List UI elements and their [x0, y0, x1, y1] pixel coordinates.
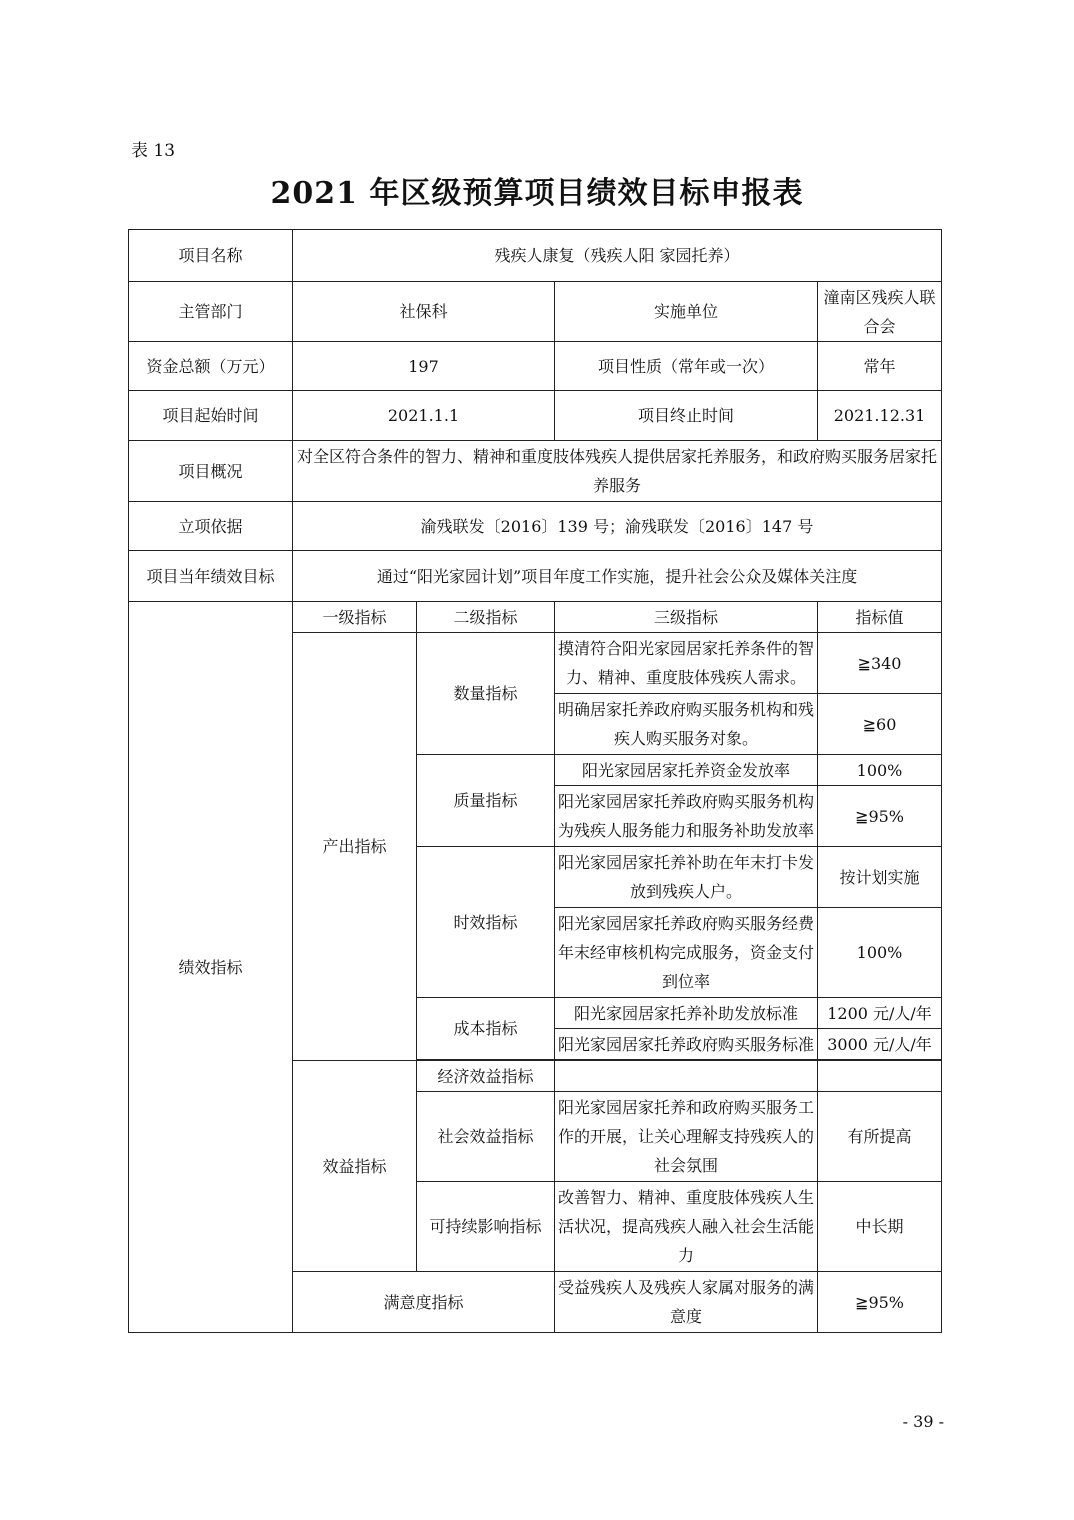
table-row [129, 282, 942, 342]
quality-indicator-label: 质量指标 [417, 755, 555, 847]
overview-label: 项目概况 [129, 441, 293, 502]
page-number: - 39 - [902, 1412, 944, 1431]
indicator-value: 100% [818, 755, 942, 786]
header-level2: 二级指标 [417, 602, 555, 633]
level3-cell: 阳光家园居家托养政府购买服务机构为残疾人服务能力和服务补助发放率 [555, 786, 818, 847]
indicator-value: ≧95% [818, 1272, 942, 1333]
timeliness-indicator-label: 时效指标 [417, 847, 555, 998]
indicator-value: ≧60 [818, 694, 942, 755]
basis-value: 渝残联发〔2016〕139 号；渝残联发〔2016〕147 号 [293, 502, 942, 551]
indicator-value: ≧95% [818, 786, 942, 847]
goal-label: 项目当年绩效目标 [129, 551, 293, 602]
quantity-indicator-label: 数量指标 [417, 633, 555, 755]
funds-label: 资金总额（万元） [129, 342, 293, 391]
table-row [129, 502, 942, 551]
level3-cell: 受益残疾人及残疾人家属对服务的满意度 [555, 1272, 818, 1333]
sustainability-indicator-label: 可持续影响指标 [417, 1182, 555, 1272]
dept-value: 社保科 [293, 282, 555, 342]
project-name-label: 项目名称 [129, 230, 293, 282]
level3-cell: 阳光家园居家托养补助在年末打卡发放到残疾人户。 [555, 847, 818, 908]
indicator-value [818, 1061, 942, 1092]
level3-cell: 改善智力、精神、重度肢体残疾人生活状况，提高残疾人融入社会生活能力 [555, 1182, 818, 1272]
end-time-value: 2021.12.31 [818, 391, 942, 441]
header-value: 指标值 [818, 602, 942, 633]
indicator-value: 1200 元/人/年 [818, 998, 942, 1029]
table-row [129, 551, 942, 602]
start-time-label: 项目起始时间 [129, 391, 293, 441]
level3-cell: 阳光家园居家托养资金发放率 [555, 755, 818, 786]
social-indicator-label: 社会效益指标 [417, 1092, 555, 1182]
indicator-value: 100% [818, 908, 942, 998]
level3-cell: 阳光家园居家托养和政府购买服务工作的开展，让关心理解支持残疾人的社会氛围 [555, 1092, 818, 1182]
level3-cell: 明确居家托养政府购买服务机构和残疾人购买服务对象。 [555, 694, 818, 755]
dept-label: 主管部门 [129, 282, 293, 342]
nature-label: 项目性质（常年或一次） [555, 342, 818, 391]
impl-unit-label: 实施单位 [555, 282, 818, 342]
funds-value: 197 [293, 342, 555, 391]
table-number-label: 表 13 [131, 141, 176, 161]
table-row [129, 602, 942, 633]
document-title: 2021 年区级预算项目绩效目标申报表 [270, 176, 804, 211]
output-indicator-label: 产出指标 [293, 633, 417, 1061]
table-row [129, 342, 942, 391]
start-time-value: 2021.1.1 [293, 391, 555, 441]
level3-cell: 阳光家园居家托养政府购买服务经费年末经审核机构完成服务，资金支付到位率 [555, 908, 818, 998]
header-level3: 三级指标 [555, 602, 818, 633]
indicator-value: 3000 元/人/年 [818, 1029, 942, 1060]
economic-indicator-label: 经济效益指标 [417, 1061, 555, 1092]
indicator-value: 按计划实施 [818, 847, 942, 908]
level3-cell: 阳光家园居家托养政府购买服务标准 [555, 1029, 818, 1060]
performance-goal-table [128, 229, 942, 1333]
table-row [129, 441, 942, 502]
project-name-value: 残疾人康复（残疾人阳 家园托养） [293, 230, 942, 282]
level3-cell [555, 1061, 818, 1092]
level3-cell: 摸清符合阳光家园居家托养条件的智力、精神、重度肢体残疾人需求。 [555, 633, 818, 694]
basis-label: 立项依据 [129, 502, 293, 551]
overview-value: 对全区符合条件的智力、精神和重度肢体残疾人提供居家托养服务，和政府购买服务居家托养服务 [293, 441, 942, 502]
indicator-value: 有所提高 [818, 1092, 942, 1182]
goal-value: 通过“阳光家园计划”项目年度工作实施，提升社会公众及媒体关注度 [293, 551, 942, 602]
satisfaction-indicator-label: 满意度指标 [293, 1272, 555, 1333]
table-row [129, 391, 942, 441]
benefit-indicator-label: 效益指标 [293, 1061, 417, 1272]
indicator-value: 中长期 [818, 1182, 942, 1272]
indicator-value: ≧340 [818, 633, 942, 694]
impl-unit-value: 潼南区残疾人联合会 [818, 282, 942, 342]
level3-cell: 阳光家园居家托养补助发放标准 [555, 998, 818, 1029]
table-row [129, 230, 942, 282]
nature-value: 常年 [818, 342, 942, 391]
indicators-section-label: 绩效指标 [129, 602, 293, 1333]
cost-indicator-label: 成本指标 [417, 998, 555, 1060]
end-time-label: 项目终止时间 [555, 391, 818, 441]
header-level1: 一级指标 [293, 602, 417, 633]
